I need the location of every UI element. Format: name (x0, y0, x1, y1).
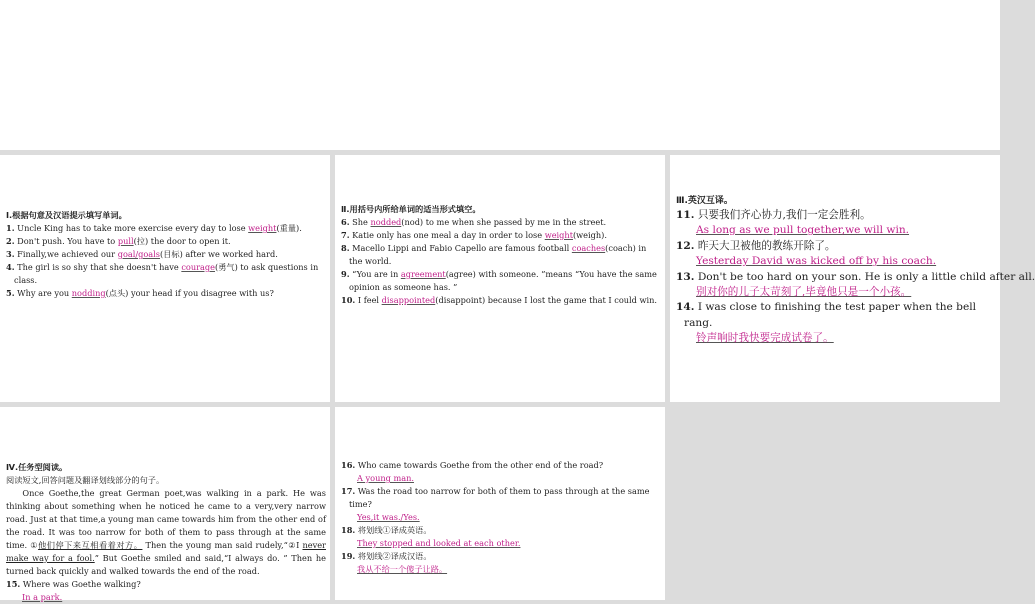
question-19: 19. 将划线②译成汉语。 (341, 551, 432, 561)
answer-5: nodding (71, 288, 106, 298)
question-4: 4. The girl is so shy that she doesn't have courage(勇气) to ask questions in class. (6, 262, 319, 285)
answer-4: courage (181, 262, 216, 272)
answer-14: 铃声响时我快要完成试卷了。 (696, 332, 834, 345)
question-2: 2. Don't push. You have to pull(拉) the door to open it. (6, 236, 231, 246)
answer-10: disappointed (381, 295, 436, 305)
answer-3: goal/goals (117, 249, 161, 259)
question-13: 13. Don't be too hard on your son. He is only a little child after all. (676, 270, 1035, 283)
answer-9: agreement (400, 269, 446, 279)
answer-11: As long as we pull together,we will win. (696, 224, 910, 237)
answer-12: Yesterday David was kicked off by his coach. (696, 255, 937, 268)
answer-19: 我从不给一个傻子让路。 (357, 564, 448, 574)
question-16: 16. Who came towards Goethe from the other end of the road? (341, 460, 604, 470)
section-1-heading: Ⅰ.根据句意及汉语提示填写单词。 (6, 210, 127, 220)
answer-17: Yes,it was./Yes. (357, 512, 420, 522)
section-3-heading: Ⅲ.英汉互译。 (676, 196, 733, 206)
answer-16: A young man. (357, 473, 414, 483)
section-5-panel (335, 407, 665, 600)
answer-6: nodded (370, 217, 402, 227)
reading-passage: Once Goethe,the great German poet,was walking in a park. He was thinking about something when he noticed he came to a very,very narrow road. Just at that time,a young man came towards him from the other end of the road. It was too narrow for both of them to pass through at the same time. ①他们停下来互相看着对方。 Then the young man said rudely,“②I never make way for a fool.” But Goethe smiled and said,“I always do. ” Then he turned back quickly and walked towards the end of the road. (6, 488, 326, 576)
answer-2: pull (117, 236, 134, 246)
question-9: 9. “You are in agreement(agree) with someone. ”means “You have the same opinion as someone has. ” (341, 269, 657, 292)
underlined-sentence-2: never make way for a fool. (6, 540, 326, 563)
section-1-panel (0, 155, 330, 402)
section-2-heading: Ⅱ.用括号内所给单词的适当形式填空。 (341, 204, 481, 214)
question-18: 18. 将划线①译成英语。 (341, 525, 432, 535)
answer-8: coaches (571, 243, 606, 253)
answer-18: They stopped and looked at each other. (357, 538, 521, 548)
question-10: 10. I feel disappointed(disappoint) because I lost the game that I could win. (341, 295, 658, 305)
section-4-heading: Ⅳ.任务型阅读。 (6, 462, 68, 472)
question-3: 3. Finally,we achieved our goal/goals(目标) after we worked hard. (6, 249, 278, 259)
answer-15: In a park. (22, 592, 63, 602)
question-1: 1. Uncle King has to take more exercise every day to lose weight(重量). (6, 223, 302, 233)
top-blank-area (0, 0, 1000, 150)
section-4-instruction: 阅读短文,回答问题及翻译划线部分的句子。 (6, 475, 165, 485)
question-11: 11. 只要我们齐心协力,我们一定会胜利。 (676, 209, 871, 221)
question-8: 8. Macello Lippi and Fabio Capello are famous football coaches(coach) in the world. (341, 243, 647, 266)
answer-1: weight (248, 223, 277, 233)
question-15: 15. Where was Goethe walking? (6, 579, 141, 589)
underlined-sentence-1: 他们停下来互相看着对方。 (38, 540, 143, 550)
empty-panel (670, 407, 1000, 600)
section-3-panel (670, 155, 1035, 402)
question-7: 7. Katie only has one meal a day in order to lose weight(weigh). (341, 230, 607, 240)
question-17: 17. Was the road too narrow for both of them to pass through at the same time? (341, 486, 650, 509)
answer-7: weight (544, 230, 573, 240)
question-12: 12. 昨天大卫被他的教练开除了。 (676, 239, 836, 252)
answer-13: 别对你的儿子太苛刻了,毕竟他只是一个小孩。 (696, 286, 912, 299)
question-6: 6. She nodded(nod) to me when she passed by me in the street. (341, 217, 607, 227)
question-14: 14. I was close to finishing the test paper when the bell rang. (676, 301, 977, 329)
section-2-panel (335, 155, 665, 402)
question-5: 5. Why are you nodding(点头) your head if you disagree with us? (6, 288, 274, 298)
section-4-panel (0, 407, 330, 600)
